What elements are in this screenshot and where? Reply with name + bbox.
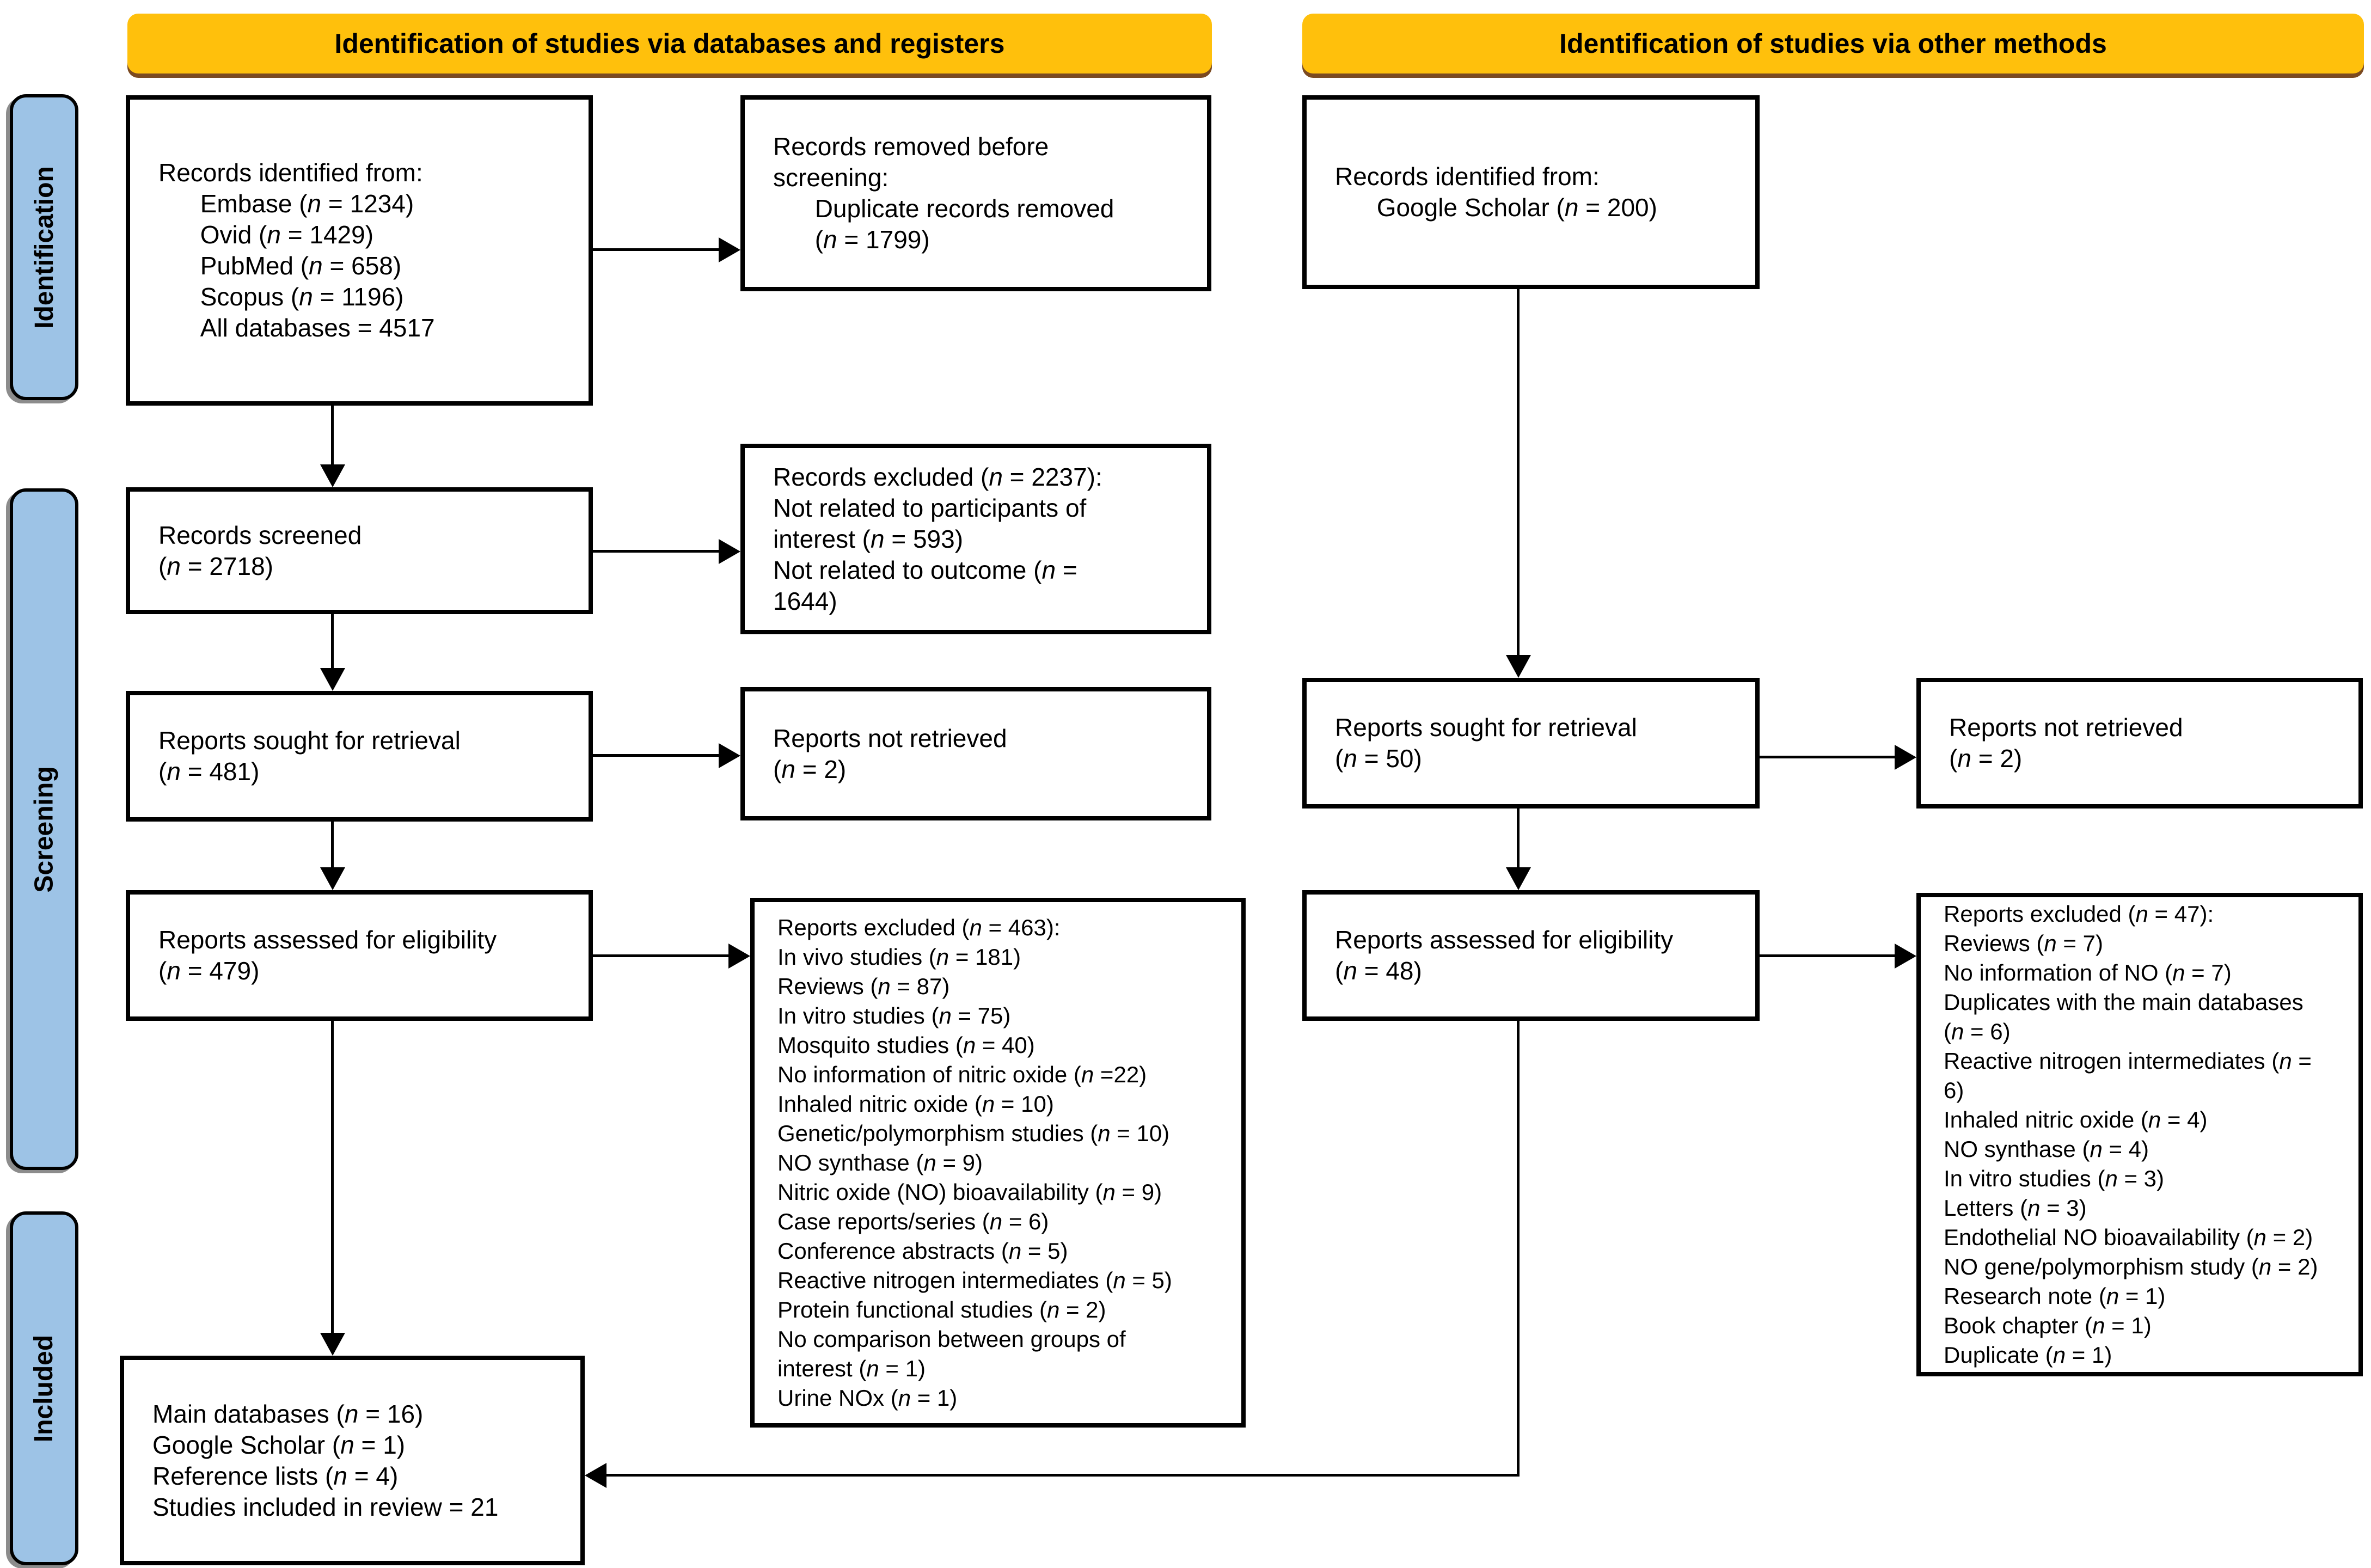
- connector-assessed-to-excluded-line: [593, 954, 730, 957]
- box-records-identified-other: [1302, 95, 1760, 289]
- phase-label-screening: [10, 488, 78, 1170]
- connector-identified-to-removed-arrowhead: [719, 237, 740, 262]
- box-records-removed-text: Records removed before screening: Duplicate records removed (n = 1799): [773, 132, 1114, 254]
- box-reports-not-retrieved-other: [1916, 678, 2363, 808]
- box-records-identified-databases: [126, 95, 593, 406]
- connector-other-assessed-to-excluded-arrowhead: [1895, 944, 1916, 969]
- box-records-identified-databases-text: Records identified from: Embase (n = 1234) Ovid (n = 1429) PubMed (n = 658) Scopus (n = 1196) All databases = 4517: [158, 158, 435, 342]
- connector-other-to-included-line: [606, 1474, 1520, 1477]
- box-reports-sought-databases: [126, 691, 593, 822]
- connector-other-assessed-down-line: [1517, 1021, 1520, 1477]
- box-reports-not-retrieved-other-text: Reports not retrieved (n = 2): [1949, 713, 2183, 773]
- box-studies-included: [120, 1356, 585, 1565]
- connector-other-assessed-to-excluded-line: [1760, 954, 1896, 957]
- connector-identified-to-screened-line: [331, 406, 334, 467]
- box-reports-sought-databases-text: Reports sought for retrieval (n = 481): [158, 726, 461, 786]
- box-records-screened: [126, 487, 593, 614]
- connector-sought-to-assessed-arrowhead: [320, 867, 345, 890]
- connector-identified-to-screened-arrowhead: [320, 464, 345, 487]
- box-reports-excluded-databases-text: Reports excluded (n = 463): In vivo studies (n = 181) Reviews (n = 87) In vitro studies (n = 75) Mosquito studies (n = 40) No information of nitric oxide (n =22) Inhaled nitric oxide (n = 10) Genetic/polymorphism studies (n = 10) NO synthase (n = 9) Nitric oxide (NO) bioavailability (n = 9) Case reports/series (n = 6) Conference abstracts (n = 5) Reactive nitrogen intermediates (n = 5) Protein functional studies (n = 2) No comparison between groups of interest (n = 1) Urine NOx (n = 1): [777, 914, 1172, 1411]
- box-reports-assessed-other: [1302, 890, 1760, 1021]
- phase-label-screening-text: Screening: [29, 765, 59, 893]
- connector-other-sought-to-assessed-line: [1517, 808, 1520, 869]
- connector-identified-to-removed-line: [593, 248, 720, 251]
- box-records-excluded: [740, 444, 1211, 634]
- box-studies-included-text: Main databases (n = 16) Google Scholar (n = 1) Reference lists (n = 4) Studies included in review = 21: [152, 1399, 499, 1521]
- connector-other-sought-to-assessed-arrowhead: [1506, 867, 1531, 890]
- connector-assessed-to-included-line: [331, 1021, 334, 1335]
- phase-label-included-text: Included: [29, 1334, 59, 1442]
- box-reports-assessed-databases: [126, 890, 593, 1021]
- box-records-removed: [740, 95, 1211, 291]
- phase-label-identification: [10, 94, 78, 400]
- box-reports-sought-other-text: Reports sought for retrieval (n = 50): [1335, 713, 1637, 773]
- connector-other-sought-to-not-retrieved-line: [1760, 756, 1896, 758]
- connector-screened-to-sought-line: [331, 614, 334, 670]
- phase-label-identification-text: Identification: [29, 166, 59, 329]
- connector-sought-to-not-retrieved-line: [593, 754, 720, 757]
- box-reports-not-retrieved-databases-text: Reports not retrieved (n = 2): [773, 724, 1007, 783]
- box-reports-excluded-other: [1916, 893, 2363, 1376]
- connector-other-identified-to-sought-arrowhead: [1506, 655, 1531, 678]
- box-reports-sought-other: [1302, 678, 1760, 808]
- banner-databases-registers: [127, 14, 1212, 74]
- connector-other-identified-to-sought-line: [1517, 289, 1520, 657]
- connector-assessed-to-included-arrowhead: [320, 1333, 345, 1356]
- connector-sought-to-assessed-line: [331, 822, 334, 869]
- box-reports-not-retrieved-databases: [740, 687, 1211, 820]
- connector-other-to-included-arrowhead: [585, 1463, 606, 1488]
- connector-sought-to-not-retrieved-arrowhead: [719, 743, 740, 768]
- box-reports-excluded-other-text: Reports excluded (n = 47): Reviews (n = 7) No information of NO (n = 7) Duplicates with the main databases (n = 6) Reactive nitrogen intermediates (n = 6) Inhaled nitric oxide (n = 4) NO synthase (n = 4) In vitro studies (n = 3) Letters (n = 3) Endothelial NO bioavailability (n = 2) NO gene/polymorphism study (n = 2) Research note (n = 1) Book chapter (n = 1) Duplicate (n = 1): [1944, 901, 2318, 1368]
- connector-screened-to-sought-arrowhead: [320, 668, 345, 691]
- banner-databases-registers-label: Identification of studies via databases and registers: [334, 28, 1005, 59]
- box-records-screened-text: Records screened (n = 2718): [158, 520, 362, 580]
- banner-other-methods: [1302, 14, 2364, 74]
- phase-label-included: [10, 1211, 78, 1565]
- box-records-identified-other-text: Records identified from: Google Scholar (n = 200): [1335, 162, 1657, 222]
- box-reports-assessed-databases-text: Reports assessed for eligibility (n = 479): [158, 926, 497, 985]
- banner-other-methods-label: Identification of studies via other methods: [1559, 28, 2107, 59]
- box-reports-assessed-other-text: Reports assessed for eligibility (n = 48): [1335, 926, 1674, 985]
- box-records-excluded-text: Records excluded (n = 2237): Not related to participants of interest (n = 593) Not related to outcome (n = 1644): [773, 462, 1102, 615]
- connector-screened-to-excluded-arrowhead: [719, 539, 740, 564]
- connector-screened-to-excluded-line: [593, 550, 720, 553]
- connector-other-sought-to-not-retrieved-arrowhead: [1895, 745, 1916, 770]
- connector-assessed-to-excluded-arrowhead: [728, 944, 750, 969]
- box-reports-excluded-databases: [750, 898, 1246, 1428]
